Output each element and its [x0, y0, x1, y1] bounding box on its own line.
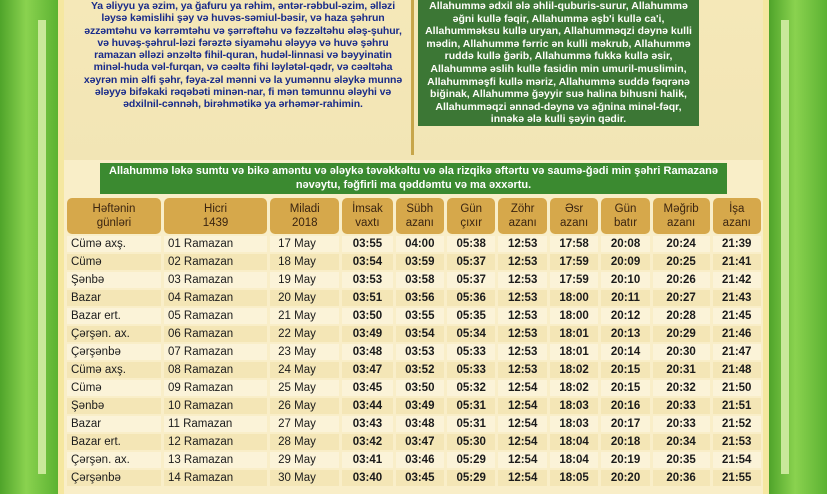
table-cell: 20:11 — [601, 290, 649, 306]
table-cell: 18:05 — [550, 470, 598, 486]
table-cell: 22 May — [270, 326, 339, 342]
table-cell: 20:32 — [653, 380, 710, 396]
table-cell: 20:18 — [601, 434, 649, 450]
table-cell: 05:36 — [447, 290, 495, 306]
table-cell: 03:51 — [342, 290, 392, 306]
table-cell: 03:47 — [396, 434, 444, 450]
table-cell: 24 May — [270, 362, 339, 378]
table-cell: 20:29 — [653, 326, 710, 342]
table-cell: 12:54 — [498, 380, 546, 396]
table-cell: 30 May — [270, 470, 339, 486]
table-cell: 21:46 — [713, 326, 762, 342]
table-cell: 20:25 — [653, 254, 710, 270]
table-cell: 03:53 — [396, 344, 444, 360]
table-cell: 18:03 — [550, 416, 598, 432]
table-cell: Çərşənbə — [67, 470, 161, 486]
table-cell: 20:09 — [601, 254, 649, 270]
table-cell: 12:53 — [498, 326, 546, 342]
table-cell: 12:54 — [498, 398, 546, 414]
prayer-text-left: Ya əliyyu ya əzim, ya ğafuru ya rəhim, əntər-rəbbul-əzim, əlləzi ləysə kəmislihi şəy və huvəs-səmiul-bəsir, və haza şəhrun əzzəmtəhu və kərrəmtəhu və şərrəftəhu və fəzzəltəhu ələş-şuhur, və huvəş-şəhrul-ləzi fərəztə siyaməhu ələyyə və huvə şəhru ramazan əlləzi ənzəltə fihil-quran, hudəl-linnasi və bəyyinatin minəl-huda vəl-furqan, və cəəltə fihi ləylətəl-qədr, və cəəltəha xəyrən min əlfi şəhr, fəya-zəl mənni və la yumənnu ələykə munnə ələyyə bifəkaki rəqəbəti minən-nar, fi mən təmunnu ələyhi və ədxilnil-cənnəh, birəhmətikə ya ərhəmər-rahimin. — [83, 0, 403, 111]
table-cell: 20:24 — [653, 236, 710, 252]
table-cell: Bazar ert. — [67, 434, 161, 450]
table-cell: 21:41 — [713, 254, 762, 270]
table-cell: 06 Ramazan — [164, 326, 267, 342]
table-cell: 05:37 — [447, 272, 495, 288]
table-cell: 18:00 — [550, 308, 598, 324]
table-cell: 18:03 — [550, 398, 598, 414]
column-header: Sübh azanı — [396, 198, 444, 234]
table-cell: 20:31 — [653, 362, 710, 378]
table-cell: 20:15 — [601, 380, 649, 396]
table-cell: Bazar — [67, 290, 161, 306]
prayer-text-right: Allahummə ədxil ələ əhlil-quburis-surur, Allahummə əğni kullə fəqir, Allahummə əşb'i kullə ca'i, Allahumməksu kullə uryan, Allahumməqzi dəynə kulli mədin, Allahummə fərric ən kulli məkrub, Allahummə ruddə kullə ğərib, Allahummə fukkə kullə əsir, Allahummə əslih kullə fasidin min umuril-muslimin, Allahumməşfi kullə məriz, Allahummə suddə fəqrənə biğinak, Allahummə ğəyyir suə halina bihusni halik, Allahumməqzi ənnəd-dəynə və əğnina minəl-fəqr, innəkə ələ kulli şəyin qədir. — [418, 0, 699, 126]
table-cell: 03:58 — [396, 272, 444, 288]
table-cell: Şənbə — [67, 272, 161, 288]
prayer-times-table — [64, 196, 764, 488]
table-cell: Cümə axş. — [67, 236, 161, 252]
table-cell: 21:42 — [713, 272, 762, 288]
table-cell: Bazar ert. — [67, 308, 161, 324]
table-cell: 05:35 — [447, 308, 495, 324]
table-cell: 05:29 — [447, 470, 495, 486]
table-cell: 20:13 — [601, 326, 649, 342]
table-row — [67, 254, 761, 270]
table-row — [67, 416, 761, 432]
table-cell: 18 May — [270, 254, 339, 270]
table-cell: 19 May — [270, 272, 339, 288]
table-cell: 12:53 — [498, 236, 546, 252]
table-row — [67, 452, 761, 468]
table-cell: 14 Ramazan — [164, 470, 267, 486]
table-cell: 18:01 — [550, 326, 598, 342]
table-cell: 20:14 — [601, 344, 649, 360]
table-row — [67, 398, 761, 414]
table-cell: 03:48 — [396, 416, 444, 432]
table-cell: 21:50 — [713, 380, 762, 396]
table-row — [67, 434, 761, 450]
table-cell: 12 Ramazan — [164, 434, 267, 450]
table-cell: 21:43 — [713, 290, 762, 306]
table-cell: Şənbə — [67, 398, 161, 414]
table-cell: 21:45 — [713, 308, 762, 324]
table-row — [67, 290, 761, 306]
table-cell: 17:59 — [550, 272, 598, 288]
table-cell: 03:50 — [396, 380, 444, 396]
table-cell: 28 May — [270, 434, 339, 450]
table-cell: Çərşən. ax. — [67, 326, 161, 342]
table-cell: 04 Ramazan — [164, 290, 267, 306]
table-cell: 03:49 — [342, 326, 392, 342]
table-cell: 03:49 — [396, 398, 444, 414]
table-cell: Cümə — [67, 254, 161, 270]
table-cell: 20:19 — [601, 452, 649, 468]
table-cell: 17 May — [270, 236, 339, 252]
table-cell: 03:42 — [342, 434, 392, 450]
table-cell: 20:28 — [653, 308, 710, 324]
table-row — [67, 362, 761, 378]
table-cell: 12:53 — [498, 308, 546, 324]
column-header: Zöhr azanı — [498, 198, 546, 234]
column-divider — [411, 0, 414, 155]
table-cell: 08 Ramazan — [164, 362, 267, 378]
table-cell: 03:46 — [396, 452, 444, 468]
table-cell: 23 May — [270, 344, 339, 360]
table-cell: 21:54 — [713, 452, 762, 468]
table-cell: 20:33 — [653, 398, 710, 414]
table-cell: 05:30 — [447, 434, 495, 450]
table-cell: 05:33 — [447, 362, 495, 378]
table-cell: 26 May — [270, 398, 339, 414]
column-header: İmsak vaxtı — [342, 198, 392, 234]
frame-left-ornament — [0, 0, 64, 494]
table-cell: 21 May — [270, 308, 339, 324]
table-cell: 21:51 — [713, 398, 762, 414]
table-cell: 21:52 — [713, 416, 762, 432]
table-cell: 20:15 — [601, 362, 649, 378]
table-cell: 10 Ramazan — [164, 398, 267, 414]
table-row — [67, 470, 761, 486]
table-row — [67, 272, 761, 288]
table-cell: 05:32 — [447, 380, 495, 396]
table-cell: 17:58 — [550, 236, 598, 252]
table-cell: 20:08 — [601, 236, 649, 252]
table-cell: 29 May — [270, 452, 339, 468]
table-cell: 03:55 — [396, 308, 444, 324]
table-row — [67, 308, 761, 324]
table-cell: 21:48 — [713, 362, 762, 378]
table-cell: 05 Ramazan — [164, 308, 267, 324]
table-cell: 12:54 — [498, 470, 546, 486]
table-cell: 20:12 — [601, 308, 649, 324]
table-cell: 03:56 — [396, 290, 444, 306]
table-cell: 18:04 — [550, 434, 598, 450]
table-body — [67, 236, 761, 486]
table-cell: 18:01 — [550, 344, 598, 360]
table-cell: 12:54 — [498, 434, 546, 450]
table-cell: 20:35 — [653, 452, 710, 468]
table-cell: 03 Ramazan — [164, 272, 267, 288]
table-cell: 05:31 — [447, 416, 495, 432]
table-cell: 20:33 — [653, 416, 710, 432]
table-cell: 27 May — [270, 416, 339, 432]
table-cell: 12:53 — [498, 290, 546, 306]
table-cell: 12:53 — [498, 272, 546, 288]
table-cell: 03:40 — [342, 470, 392, 486]
table-cell: 05:29 — [447, 452, 495, 468]
table-cell: 05:37 — [447, 254, 495, 270]
table-cell: 02 Ramazan — [164, 254, 267, 270]
table-row — [67, 236, 761, 252]
table-cell: 03:44 — [342, 398, 392, 414]
table-cell: 18:04 — [550, 452, 598, 468]
table-cell: Cümə axş. — [67, 362, 161, 378]
table-cell: 20:20 — [601, 470, 649, 486]
column-header: Əsr azanı — [550, 198, 598, 234]
table-cell: 03:47 — [342, 362, 392, 378]
table-cell: 13 Ramazan — [164, 452, 267, 468]
table-cell: 20:30 — [653, 344, 710, 360]
column-header: Gün çıxır — [447, 198, 495, 234]
table-cell: 18:00 — [550, 290, 598, 306]
table-cell: 21:39 — [713, 236, 762, 252]
table-row — [67, 344, 761, 360]
table-cell: 20:10 — [601, 272, 649, 288]
table-cell: 03:48 — [342, 344, 392, 360]
table-cell: 20:16 — [601, 398, 649, 414]
frame-right-ornament — [763, 0, 827, 494]
table-cell: 12:53 — [498, 344, 546, 360]
table-cell: 20:34 — [653, 434, 710, 450]
table-cell: 05:34 — [447, 326, 495, 342]
table-cell: 05:33 — [447, 344, 495, 360]
table-cell: 03:53 — [342, 272, 392, 288]
table-cell: 03:41 — [342, 452, 392, 468]
column-header: Məğrib azanı — [653, 198, 710, 234]
table-cell: Bazar — [67, 416, 161, 432]
column-header: Həftənin günləri — [67, 198, 161, 234]
table-cell: 12:54 — [498, 416, 546, 432]
column-header: Gün batır — [601, 198, 649, 234]
table-cell: 03:59 — [396, 254, 444, 270]
column-header: Miladi 2018 — [270, 198, 339, 234]
table-cell: 03:55 — [342, 236, 392, 252]
table-cell: Çərşənbə — [67, 344, 161, 360]
table-cell: 03:52 — [396, 362, 444, 378]
table-cell: 18:02 — [550, 380, 598, 396]
table-row — [67, 380, 761, 396]
iftar-dua: Allahummə ləkə sumtu və bikə aməntu və ələykə təvəkkəltu və əla rizqikə əftərtu və saumə-ğədi min şəhri Ramazanə nəvəytu, fəğfirli ma qəddəmtu və ma əxxərtu. — [100, 163, 727, 194]
table-cell: 20:17 — [601, 416, 649, 432]
table-cell: 03:50 — [342, 308, 392, 324]
table-cell: 07 Ramazan — [164, 344, 267, 360]
table-cell: 25 May — [270, 380, 339, 396]
table-cell: Çərşən. ax. — [67, 452, 161, 468]
table-cell: 03:43 — [342, 416, 392, 432]
table-header-row — [67, 198, 761, 234]
table-cell: 11 Ramazan — [164, 416, 267, 432]
table-cell: 01 Ramazan — [164, 236, 267, 252]
table-cell: 03:54 — [342, 254, 392, 270]
table-cell: Cümə — [67, 380, 161, 396]
table-cell: 17:59 — [550, 254, 598, 270]
column-header: İşa azanı — [713, 198, 762, 234]
table-cell: 20:26 — [653, 272, 710, 288]
table-cell: 12:53 — [498, 362, 546, 378]
table-cell: 21:55 — [713, 470, 762, 486]
column-header: Hicri 1439 — [164, 198, 267, 234]
table-cell: 21:47 — [713, 344, 762, 360]
table-cell: 05:31 — [447, 398, 495, 414]
table-cell: 03:54 — [396, 326, 444, 342]
table-cell: 03:45 — [342, 380, 392, 396]
table-cell: 20:36 — [653, 470, 710, 486]
table-cell: 03:45 — [396, 470, 444, 486]
table-cell: 18:02 — [550, 362, 598, 378]
table-cell: 09 Ramazan — [164, 380, 267, 396]
table-cell: 21:53 — [713, 434, 762, 450]
table-cell: 12:53 — [498, 254, 546, 270]
table-cell: 05:38 — [447, 236, 495, 252]
table-cell: 20:27 — [653, 290, 710, 306]
table-cell: 20 May — [270, 290, 339, 306]
table-row — [67, 326, 761, 342]
table-cell: 04:00 — [396, 236, 444, 252]
table-cell: 12:54 — [498, 452, 546, 468]
